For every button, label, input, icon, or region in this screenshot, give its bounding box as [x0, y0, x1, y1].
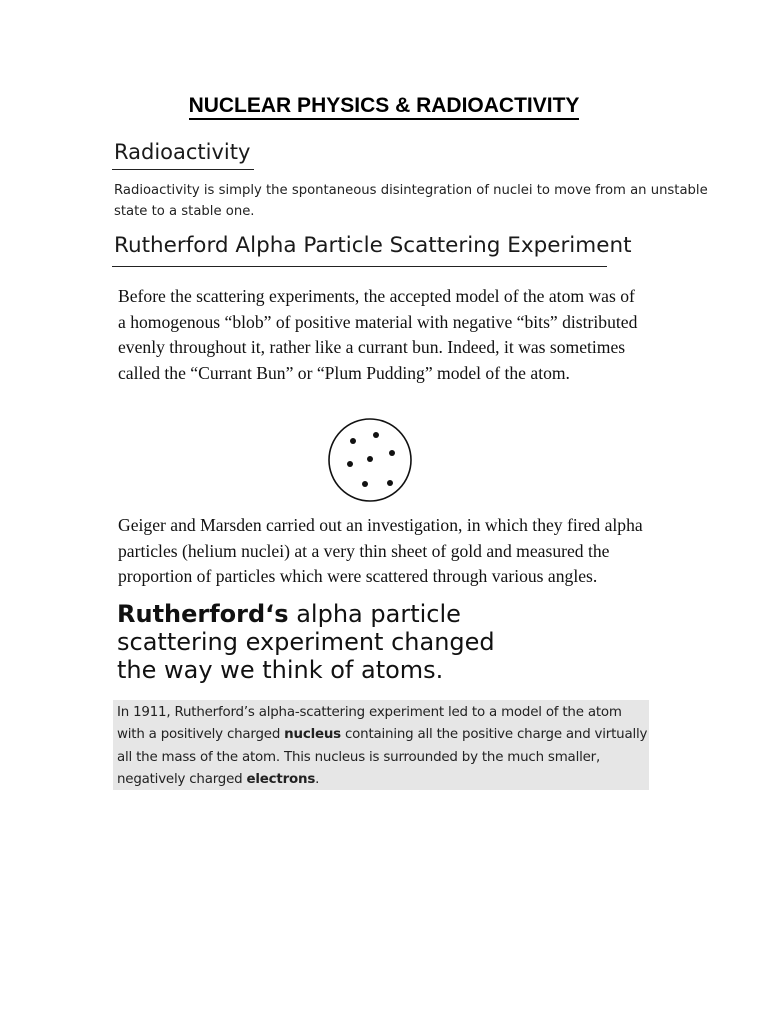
callout-text-line: [117, 769, 653, 791]
nucleus-term: nucleus: [284, 727, 341, 743]
paragraph-line: evenly throughout it, rather like a currant bun. Indeed, it was sometimes: [118, 337, 626, 357]
electrons-term: electrons: [246, 772, 316, 788]
electron-dot: [362, 481, 368, 487]
callout-text-line: In 1911, Rutherford’s alpha-scattering experiment led to a model of the atom: [117, 705, 622, 720]
callout-heading-line: [117, 600, 495, 628]
rutherford-heading-underline: [112, 266, 607, 267]
electron-dot: [373, 432, 379, 438]
definition-line: Radioactivity is simply the spontaneous disintegration of nuclei to move from an unstable: [114, 183, 708, 198]
callout-text-part: negatively charged: [117, 772, 247, 788]
page-title-text: NUCLEAR PHYSICS & RADIOACTIVITY: [189, 94, 580, 120]
radioactivity-heading: Radioactivity: [114, 140, 251, 164]
callout-heading: [117, 600, 495, 684]
callout-heading-line: the way we think of atoms.: [117, 656, 444, 684]
electron-dot: [350, 438, 356, 444]
plum-pudding-atom-diagram: [327, 417, 413, 503]
callout-text-part: .: [315, 772, 320, 788]
geiger-marsden-paragraph: [118, 513, 678, 590]
electron-dot: [387, 480, 393, 486]
plum-pudding-paragraph: [118, 284, 684, 386]
callout-heading-rest: alpha particle: [288, 600, 461, 628]
callout-heading-bold: Rutherford‘s: [117, 600, 289, 628]
callout-heading-line: scattering experiment changed: [117, 628, 495, 656]
definition-line: state to a stable one.: [114, 204, 255, 219]
rutherford-heading: Rutherford Alpha Particle Scattering Experiment: [114, 233, 632, 258]
radioactivity-definition: [114, 180, 708, 222]
paragraph-line: Before the scattering experiments, the accepted model of the atom was of: [118, 286, 635, 306]
electron-dot: [347, 461, 353, 467]
callout-text-part: with a positively charged: [117, 727, 285, 743]
callout-text-line: [117, 724, 653, 746]
paragraph-line: particles (helium nuclei) at a very thin sheet of gold and measured the: [118, 540, 610, 561]
paragraph-line: Geiger and Marsden carried out an investigation, in which they fired alpha: [118, 515, 643, 535]
radioactivity-heading-underline: [112, 169, 254, 170]
electron-dot: [367, 456, 373, 462]
electron-dot: [389, 450, 395, 456]
paragraph-line: a homogenous “blob” of positive material with negative “bits” distributed: [118, 311, 638, 332]
paragraph-line: called the “Currant Bun” or “Plum Pudding” model of the atom.: [118, 362, 570, 383]
callout-text: [117, 702, 653, 792]
callout-text-part: containing all the positive charge and virtually: [340, 727, 648, 743]
callout-text-line: all the mass of the atom. This nucleus is surrounded by the much smaller,: [117, 749, 601, 765]
paragraph-line: proportion of particles which were scattered through various angles.: [118, 566, 598, 586]
page-title: [0, 94, 768, 118]
